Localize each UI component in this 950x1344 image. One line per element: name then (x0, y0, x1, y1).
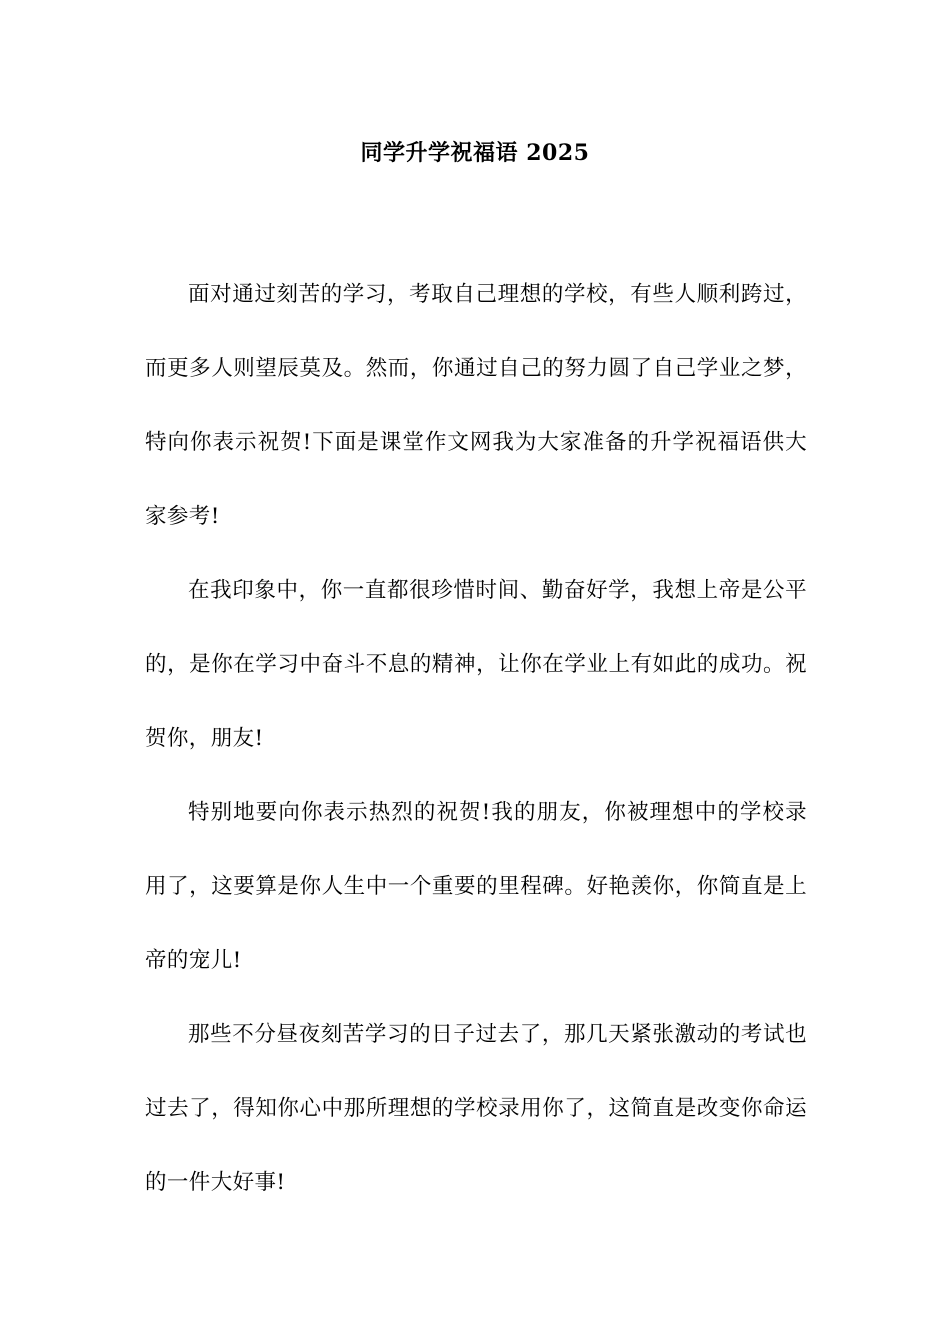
paragraph-3: 特别地要向你表示热烈的祝贺!我的朋友，你被理想中的学校录用了，这要算是你人生中一个重要的里程碑。好艳羡你，你简直是上帝的宠儿! (145, 800, 807, 973)
document-body (145, 258, 807, 1220)
paragraph-1: 面对通过刻苦的学习，考取自己理想的学校，有些人顺利跨过，而更多人则望辰莫及。然而，你通过自己的努力圆了自己学业之梦，特向你表示祝贺!下面是课堂作文网我为大家准备的升学祝福语供大家参考! (145, 282, 807, 529)
paragraph-2: 在我印象中，你一直都很珍惜时间、勤奋好学，我想上帝是公平的，是你在学习中奋斗不息的精神，让你在学业上有如此的成功。祝贺你，朋友! (145, 578, 807, 751)
paragraph-4: 那些不分昼夜刻苦学习的日子过去了，那几天紧张激动的考试也过去了，得知你心中那所理想的学校录用你了，这简直是改变你命运的一件大好事! (145, 1022, 807, 1195)
document-title: 同学升学祝福语 2025 (360, 140, 590, 166)
